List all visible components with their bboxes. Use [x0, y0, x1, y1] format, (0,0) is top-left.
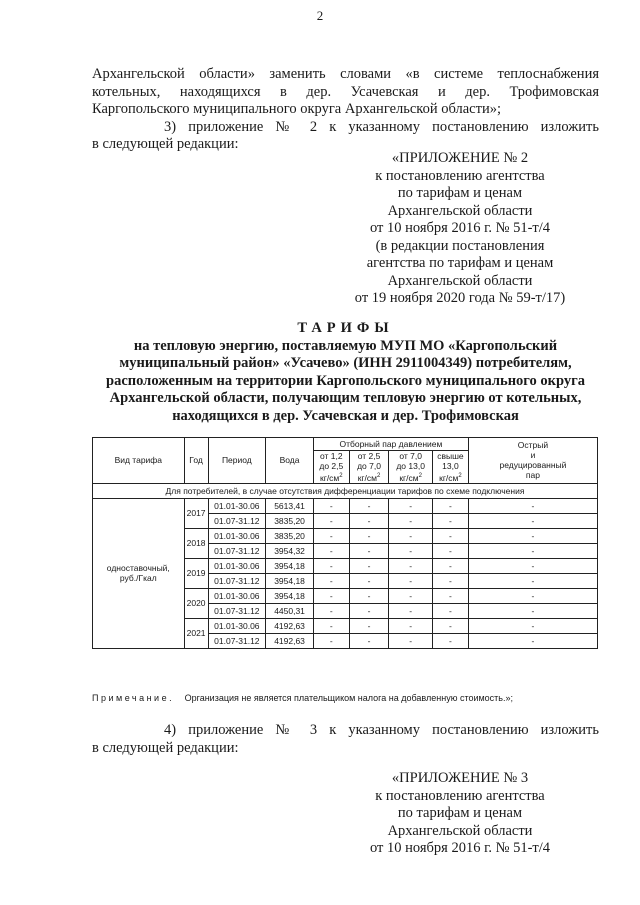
pressure-2-cell: - [349, 603, 389, 618]
sharp-steam-cell: - [468, 528, 597, 543]
pressure-1-cell: - [313, 513, 349, 528]
pressure-3-cell: - [389, 528, 433, 543]
pressure-2-cell: - [349, 618, 389, 633]
pressure-3-cell: - [389, 573, 433, 588]
pressure-2-cell: - [349, 573, 389, 588]
pressure-4-cell: - [432, 633, 468, 648]
header-pressure-text: свыше [437, 451, 464, 461]
annex3-line: Архангельской области [387, 822, 533, 839]
pressure-3-cell: - [389, 618, 433, 633]
annex2-line: агентства по тарифам и ценам [366, 255, 554, 271]
pressure-1-cell: - [313, 498, 349, 513]
pressure-3-cell: - [389, 588, 433, 603]
header-sharp-text: редуцированный [499, 460, 567, 471]
period-cell: 01.07-31.12 [208, 513, 266, 528]
page-number: 2 [316, 8, 324, 23]
annex2-line: от 10 ноября 2016 г. № 51-т/4 [369, 220, 551, 236]
sharp-steam-cell: - [468, 573, 597, 588]
pressure-2-cell: - [349, 558, 389, 573]
title-line: находящихся в дер. Усачевская и дер. Трофимовская [172, 407, 519, 424]
annex3-line: по тарифам и ценам [397, 805, 523, 821]
pressure-1-cell: - [313, 603, 349, 618]
intro-paragraph [92, 66, 599, 154]
water-cell: 3835,20 [266, 528, 314, 543]
period-cell: 01.01-30.06 [208, 618, 266, 633]
header-pressure-4 [432, 451, 468, 484]
year-cell: 2019 [184, 558, 208, 588]
period-cell: 01.07-31.12 [208, 543, 266, 558]
period-cell: 01.01-30.06 [208, 588, 266, 603]
annex2-line: к постановлению агентства [375, 167, 545, 184]
header-pressure-text: от 1,2 [320, 451, 343, 461]
pressure-4-cell: - [432, 588, 468, 603]
water-cell: 5613,41 [266, 498, 314, 513]
pressure-2-cell: - [349, 588, 389, 603]
water-cell: 4192,63 [266, 618, 314, 633]
group-row: Для потребителей, в случае отсутствия дифференциации тарифов по схеме подключения [93, 483, 598, 498]
period-cell: 01.01-30.06 [208, 528, 266, 543]
year-cell: 2021 [184, 618, 208, 648]
period-cell: 01.07-31.12 [208, 633, 266, 648]
header-pressure-text: до 2,5 [319, 461, 344, 471]
pressure-3-cell: - [389, 558, 433, 573]
year-cell: 2018 [184, 528, 208, 558]
pressure-2-cell: - [349, 513, 389, 528]
period-cell: 01.01-30.06 [208, 498, 266, 513]
annex3-heading: «ПРИЛОЖЕНИЕ № 3 [391, 770, 529, 786]
period-cell: 01.01-30.06 [208, 558, 266, 573]
item4-line: 4) приложение № 3 к указанному постановлению изложить [164, 722, 599, 738]
sharp-steam-cell: - [468, 513, 597, 528]
sharp-steam-cell: - [468, 603, 597, 618]
pressure-4-cell: - [432, 573, 468, 588]
sharp-steam-cell: - [468, 498, 597, 513]
pressure-2-cell: - [349, 543, 389, 558]
note-label: Примечание. [92, 693, 175, 703]
annex2-line: по тарифам и ценам [397, 185, 523, 201]
year-cell: 2017 [184, 498, 208, 528]
pressure-1-cell: - [313, 558, 349, 573]
tariff-type-text: руб./Гкал [119, 573, 157, 584]
pressure-3-cell: - [389, 543, 433, 558]
pressure-2-cell: - [349, 528, 389, 543]
header-tariff-type: Вид тарифа [93, 438, 185, 484]
water-cell: 4450,31 [266, 603, 314, 618]
annex3-line: от 10 ноября 2016 г. № 51-т/4 [369, 840, 551, 856]
item3-line: в следующей редакции: [92, 136, 239, 152]
header-sharp-text: Острый [517, 440, 549, 451]
tariff-type-text: одноставочный, [106, 563, 170, 574]
annex2-block [330, 150, 590, 308]
water-cell: 3954,32 [266, 543, 314, 558]
header-pressure-unit: $кг/см^2$ [357, 472, 381, 483]
item4-paragraph [92, 722, 599, 757]
pressure-4-cell: - [432, 558, 468, 573]
header-steam: Отборный пар давлением [313, 438, 468, 451]
header-pressure-1 [313, 451, 349, 484]
header-pressure-text: до 7,0 [357, 461, 381, 471]
year-cell: 2020 [184, 588, 208, 618]
sharp-steam-cell: - [468, 633, 597, 648]
table-row [93, 498, 598, 513]
tariff-table [92, 437, 598, 649]
pressure-4-cell: - [432, 498, 468, 513]
pressure-2-cell: - [349, 498, 389, 513]
pressure-1-cell: - [313, 588, 349, 603]
intro-line: Архангельской области» заменить словами «в системе теплоснабжения [92, 66, 599, 82]
header-year: Год [184, 438, 208, 484]
header-pressure-text: 13,0 [442, 461, 459, 471]
pressure-3-cell: - [389, 498, 433, 513]
tariff-type-cell [93, 498, 185, 648]
tariff-title [92, 320, 599, 425]
intro-line: котельных, находящихся в дер. Усачевская и дер. Трофимовская [92, 83, 599, 100]
sharp-steam-cell: - [468, 618, 597, 633]
header-pressure-unit: $кг/см^2$ [399, 472, 422, 483]
header-pressure-unit: $кг/см^2$ [320, 472, 343, 483]
header-water: Вода [266, 438, 314, 484]
pressure-3-cell: - [389, 603, 433, 618]
header-period: Период [208, 438, 266, 484]
sharp-steam-cell: - [468, 558, 597, 573]
sharp-steam-cell: - [468, 588, 597, 603]
period-cell: 01.07-31.12 [208, 573, 266, 588]
pressure-4-cell: - [432, 543, 468, 558]
water-cell: 3954,18 [266, 573, 314, 588]
pressure-2-cell: - [349, 633, 389, 648]
pressure-1-cell: - [313, 633, 349, 648]
item4-line: в следующей редакции: [92, 739, 239, 756]
title-line: на тепловую энергию, поставляемую МУП МО «Каргопольский [133, 337, 558, 354]
water-cell: 3835,20 [266, 513, 314, 528]
title-line: расположенным на территории Каргопольского муниципального округа [106, 372, 585, 389]
document-heading: ТАРИФЫ [297, 320, 394, 336]
annex2-heading: «ПРИЛОЖЕНИЕ № 2 [391, 150, 529, 166]
title-line: муниципальный район» «Усачево» (ИНН 2911004349) потребителям, [119, 355, 572, 371]
header-sharp-text: пар [525, 470, 540, 481]
header-sharp-steam [468, 438, 597, 484]
header-pressure-2 [349, 451, 389, 484]
water-cell: 3954,18 [266, 588, 314, 603]
pressure-1-cell: - [313, 543, 349, 558]
annex2-line: от 19 ноября 2020 года № 59-т/17) [354, 290, 566, 306]
note-text: Организация не является плательщиком налога на добавленную стоимость.»; [184, 693, 514, 703]
pressure-1-cell: - [313, 618, 349, 633]
item3-line: 3) приложение № 2 к указанному постановлению изложить [164, 118, 599, 135]
pressure-3-cell: - [389, 633, 433, 648]
pressure-4-cell: - [432, 513, 468, 528]
pressure-4-cell: - [432, 618, 468, 633]
annex2-line: Архангельской области [387, 272, 533, 289]
water-cell: 4192,63 [266, 633, 314, 648]
header-pressure-text: до 13,0 [396, 461, 425, 471]
water-cell: 3954,18 [266, 558, 314, 573]
annex3-block [330, 770, 590, 858]
note [92, 693, 622, 703]
annex2-line: (в редакции постановления [375, 237, 545, 254]
annex2-line: Архангельской области [387, 202, 533, 219]
pressure-4-cell: - [432, 603, 468, 618]
header-sharp-text: и [530, 450, 536, 461]
header-pressure-unit: $кг/см^2$ [439, 472, 462, 483]
pressure-1-cell: - [313, 573, 349, 588]
title-line: Архангельской области, получающим тепловую энергию от котельных, [109, 390, 582, 406]
header-pressure-text: от 7,0 [399, 451, 422, 461]
sharp-steam-cell: - [468, 543, 597, 558]
period-cell: 01.07-31.12 [208, 603, 266, 618]
header-pressure-text: от 2,5 [357, 451, 381, 461]
annex3-line: к постановлению агентства [375, 787, 545, 804]
intro-line: Каргопольского муниципального округа Архангельской области»; [92, 101, 501, 117]
pressure-3-cell: - [389, 513, 433, 528]
header-pressure-3 [389, 451, 433, 484]
pressure-1-cell: - [313, 528, 349, 543]
pressure-4-cell: - [432, 528, 468, 543]
